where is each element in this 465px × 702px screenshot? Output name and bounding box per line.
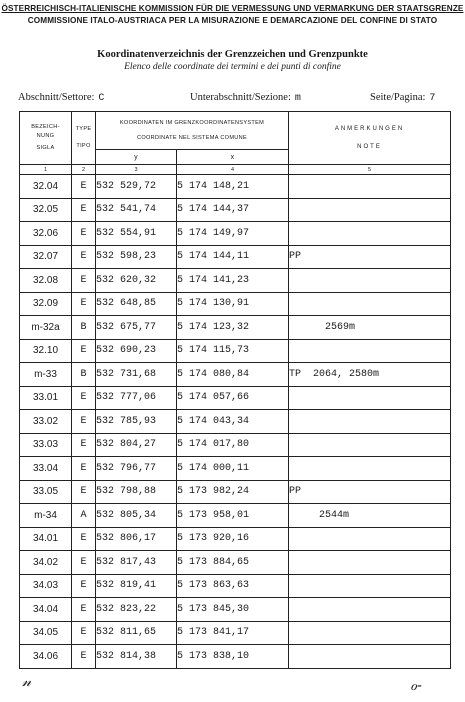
type-cell: E (72, 598, 96, 622)
y-coordinate-cell: 532 823,22 (96, 598, 177, 622)
x-coordinate-cell: 5 174 043,34 (177, 410, 289, 434)
x-coordinate-cell: 5 174 130,91 (177, 292, 289, 316)
note-cell (289, 269, 451, 293)
column-number-row (20, 165, 451, 175)
y-coordinate-cell: 532 541,74 (96, 198, 177, 222)
y-coordinate-cell: 532 554,91 (96, 222, 177, 246)
col-number: 4 (177, 165, 289, 175)
sigla-cell: 32.10 (20, 339, 72, 363)
sigla-cell: m-32a (20, 316, 72, 340)
x-coordinate-cell: 5 174 149,97 (177, 222, 289, 246)
col-header-notes (289, 112, 451, 165)
note-cell (289, 433, 451, 457)
note-cell: TP 2064, 2580m (289, 363, 451, 387)
section-field (18, 92, 104, 105)
y-coordinate-cell: 532 798,88 (96, 480, 177, 504)
table-row (20, 222, 451, 246)
sigla-cell: 33.04 (20, 457, 72, 481)
sigla-cell: 34.03 (20, 574, 72, 598)
table-row (20, 198, 451, 222)
y-coordinate-cell: 532 819,41 (96, 574, 177, 598)
sigla-cell: 32.07 (20, 245, 72, 269)
x-coordinate-cell: 5 174 080,84 (177, 363, 289, 387)
document-title: Koordinatenverzeichnis der Grenzzeichen und Grenzpunkte (97, 49, 368, 60)
col-header-type-line2: TIPO (76, 143, 91, 149)
document-subtitle: Elenco delle coordinate dei termini e dei punti di confine (124, 62, 341, 72)
sigla-cell: 33.05 (20, 480, 72, 504)
type-cell: E (72, 292, 96, 316)
col-header-sigla (20, 112, 72, 165)
page-value: 7 (429, 93, 436, 104)
x-coordinate-cell: 5 173 920,16 (177, 527, 289, 551)
type-cell: E (72, 339, 96, 363)
y-coordinate-cell: 532 805,34 (96, 504, 177, 528)
type-cell: E (72, 222, 96, 246)
table-row (20, 645, 451, 669)
note-cell (289, 457, 451, 481)
col-header-coordinates-line2: COORDINATE NEL SISTEMA COMUNE (136, 134, 248, 141)
y-coordinate-cell: 532 731,68 (96, 363, 177, 387)
y-coordinate-cell: 532 529,72 (96, 175, 177, 199)
table-row (20, 551, 451, 575)
x-coordinate-cell: 5 174 148,21 (177, 175, 289, 199)
page-label: Seite/Pagina: (370, 92, 426, 103)
sigla-cell: 33.02 (20, 410, 72, 434)
note-cell (289, 598, 451, 622)
y-coordinate-cell: 532 817,43 (96, 551, 177, 575)
col-header-y: y (96, 150, 177, 165)
col-header-notes-line1: ANMERKUNGEN (334, 125, 405, 132)
signature-right: ℴ- (410, 676, 422, 694)
y-coordinate-cell: 532 814,38 (96, 645, 177, 669)
x-coordinate-cell: 5 174 115,73 (177, 339, 289, 363)
sigla-cell: 32.05 (20, 198, 72, 222)
col-header-x: x (177, 150, 289, 165)
table-row (20, 504, 451, 528)
x-coordinate-cell: 5 173 982,24 (177, 480, 289, 504)
table-row (20, 480, 451, 504)
y-coordinate-cell: 532 804,27 (96, 433, 177, 457)
type-cell: E (72, 175, 96, 199)
type-cell: E (72, 551, 96, 575)
note-cell (289, 621, 451, 645)
y-coordinate-cell: 532 675,77 (96, 316, 177, 340)
table-row (20, 433, 451, 457)
x-coordinate-cell: 5 173 838,10 (177, 645, 289, 669)
y-coordinate-cell: 532 785,93 (96, 410, 177, 434)
y-coordinate-cell: 532 777,06 (96, 386, 177, 410)
col-number: 1 (20, 165, 72, 175)
type-cell: E (72, 527, 96, 551)
subsection-value: m (294, 93, 301, 104)
table-row (20, 339, 451, 363)
col-number: 2 (72, 165, 96, 175)
note-cell: PP (289, 245, 451, 269)
x-coordinate-cell: 5 174 017,80 (177, 433, 289, 457)
sigla-cell: 34.06 (20, 645, 72, 669)
note-cell (289, 198, 451, 222)
type-cell: E (72, 621, 96, 645)
table-row (20, 269, 451, 293)
col-number: 3 (96, 165, 177, 175)
col-header-sigla-line1: BEZEICH- (31, 124, 60, 130)
col-header-sigla-line3: SIGLA (36, 145, 55, 151)
y-coordinate-cell: 532 796,77 (96, 457, 177, 481)
type-cell: E (72, 410, 96, 434)
y-coordinate-cell: 532 806,17 (96, 527, 177, 551)
note-cell: 2569m (289, 316, 451, 340)
type-cell: E (72, 269, 96, 293)
y-coordinate-cell: 532 620,32 (96, 269, 177, 293)
x-coordinate-cell: 5 173 845,30 (177, 598, 289, 622)
note-cell (289, 339, 451, 363)
table-row (20, 457, 451, 481)
sigla-cell: m-33 (20, 363, 72, 387)
y-coordinate-cell: 532 811,65 (96, 621, 177, 645)
commission-title-de: ÖSTERREICHISCH-ITALIENISCHE KOMMISSION FÜR DIE VERMESSUNG UND VERMARKUNG DER STAATSGRENZE (1, 4, 464, 13)
note-cell (289, 645, 451, 669)
sigla-cell: 33.03 (20, 433, 72, 457)
table-row (20, 316, 451, 340)
type-cell: E (72, 645, 96, 669)
x-coordinate-cell: 5 173 863,63 (177, 574, 289, 598)
x-coordinate-cell: 5 174 144,11 (177, 245, 289, 269)
x-coordinate-cell: 5 174 141,23 (177, 269, 289, 293)
col-header-coordinates-line1: KOORDINATEN IM GRENZKOORDINATENSYSTEM (119, 119, 265, 126)
sigla-cell: 32.06 (20, 222, 72, 246)
subsection-label: Unterabschnitt/Sezione: (190, 92, 291, 103)
table-row (20, 598, 451, 622)
type-cell: B (72, 363, 96, 387)
table-row (20, 386, 451, 410)
y-coordinate-cell: 532 690,23 (96, 339, 177, 363)
col-header-coordinates (96, 112, 289, 150)
note-cell (289, 222, 451, 246)
page-field (370, 92, 435, 105)
x-coordinate-cell: 5 174 057,66 (177, 386, 289, 410)
x-coordinate-cell: 5 174 144,37 (177, 198, 289, 222)
table-row (20, 574, 451, 598)
col-header-type-line1: TYPE (75, 126, 92, 132)
note-cell (289, 386, 451, 410)
x-coordinate-cell: 5 173 884,65 (177, 551, 289, 575)
table-row (20, 175, 451, 199)
sigla-cell: 32.09 (20, 292, 72, 316)
sigla-cell: 32.08 (20, 269, 72, 293)
type-cell: E (72, 245, 96, 269)
note-cell (289, 410, 451, 434)
type-cell: B (72, 316, 96, 340)
note-cell (289, 551, 451, 575)
sigla-cell: 32.04 (20, 175, 72, 199)
col-header-notes-line2: NOTE (357, 143, 382, 150)
subsection-field (190, 92, 301, 105)
sigla-cell: 34.05 (20, 621, 72, 645)
table-row (20, 363, 451, 387)
y-coordinate-cell: 532 648,85 (96, 292, 177, 316)
x-coordinate-cell: 5 173 958,01 (177, 504, 289, 528)
x-coordinate-cell: 5 173 841,17 (177, 621, 289, 645)
table-row (20, 245, 451, 269)
section-value: C (98, 93, 105, 104)
col-header-type (72, 112, 96, 165)
sigla-cell: 34.02 (20, 551, 72, 575)
note-cell (289, 527, 451, 551)
note-cell (289, 292, 451, 316)
sigla-cell: 34.04 (20, 598, 72, 622)
signature-left: 𝓃 (22, 672, 32, 690)
note-cell: 2544m (289, 504, 451, 528)
table-row (20, 292, 451, 316)
col-header-sigla-line2: NUNG (36, 133, 55, 139)
sigla-cell: 34.01 (20, 527, 72, 551)
section-label: Abschnitt/Settore: (18, 92, 95, 103)
coordinate-table (19, 111, 451, 669)
type-cell: E (72, 574, 96, 598)
x-coordinate-cell: 5 174 000,11 (177, 457, 289, 481)
type-cell: E (72, 433, 96, 457)
type-cell: E (72, 457, 96, 481)
col-number: 5 (289, 165, 451, 175)
note-cell: PP (289, 480, 451, 504)
table-row (20, 621, 451, 645)
commission-title-it: COMMISSIONE ITALO-AUSTRIACA PER LA MISURAZIONE E DEMARCAZIONE DEL CONFINE DI STATO (27, 16, 438, 25)
sigla-cell: 33.01 (20, 386, 72, 410)
table-row (20, 410, 451, 434)
type-cell: A (72, 504, 96, 528)
y-coordinate-cell: 532 598,23 (96, 245, 177, 269)
sigla-cell: m-34 (20, 504, 72, 528)
note-cell (289, 175, 451, 199)
table-row (20, 527, 451, 551)
type-cell: E (72, 198, 96, 222)
type-cell: E (72, 480, 96, 504)
type-cell: E (72, 386, 96, 410)
x-coordinate-cell: 5 174 123,32 (177, 316, 289, 340)
note-cell (289, 574, 451, 598)
